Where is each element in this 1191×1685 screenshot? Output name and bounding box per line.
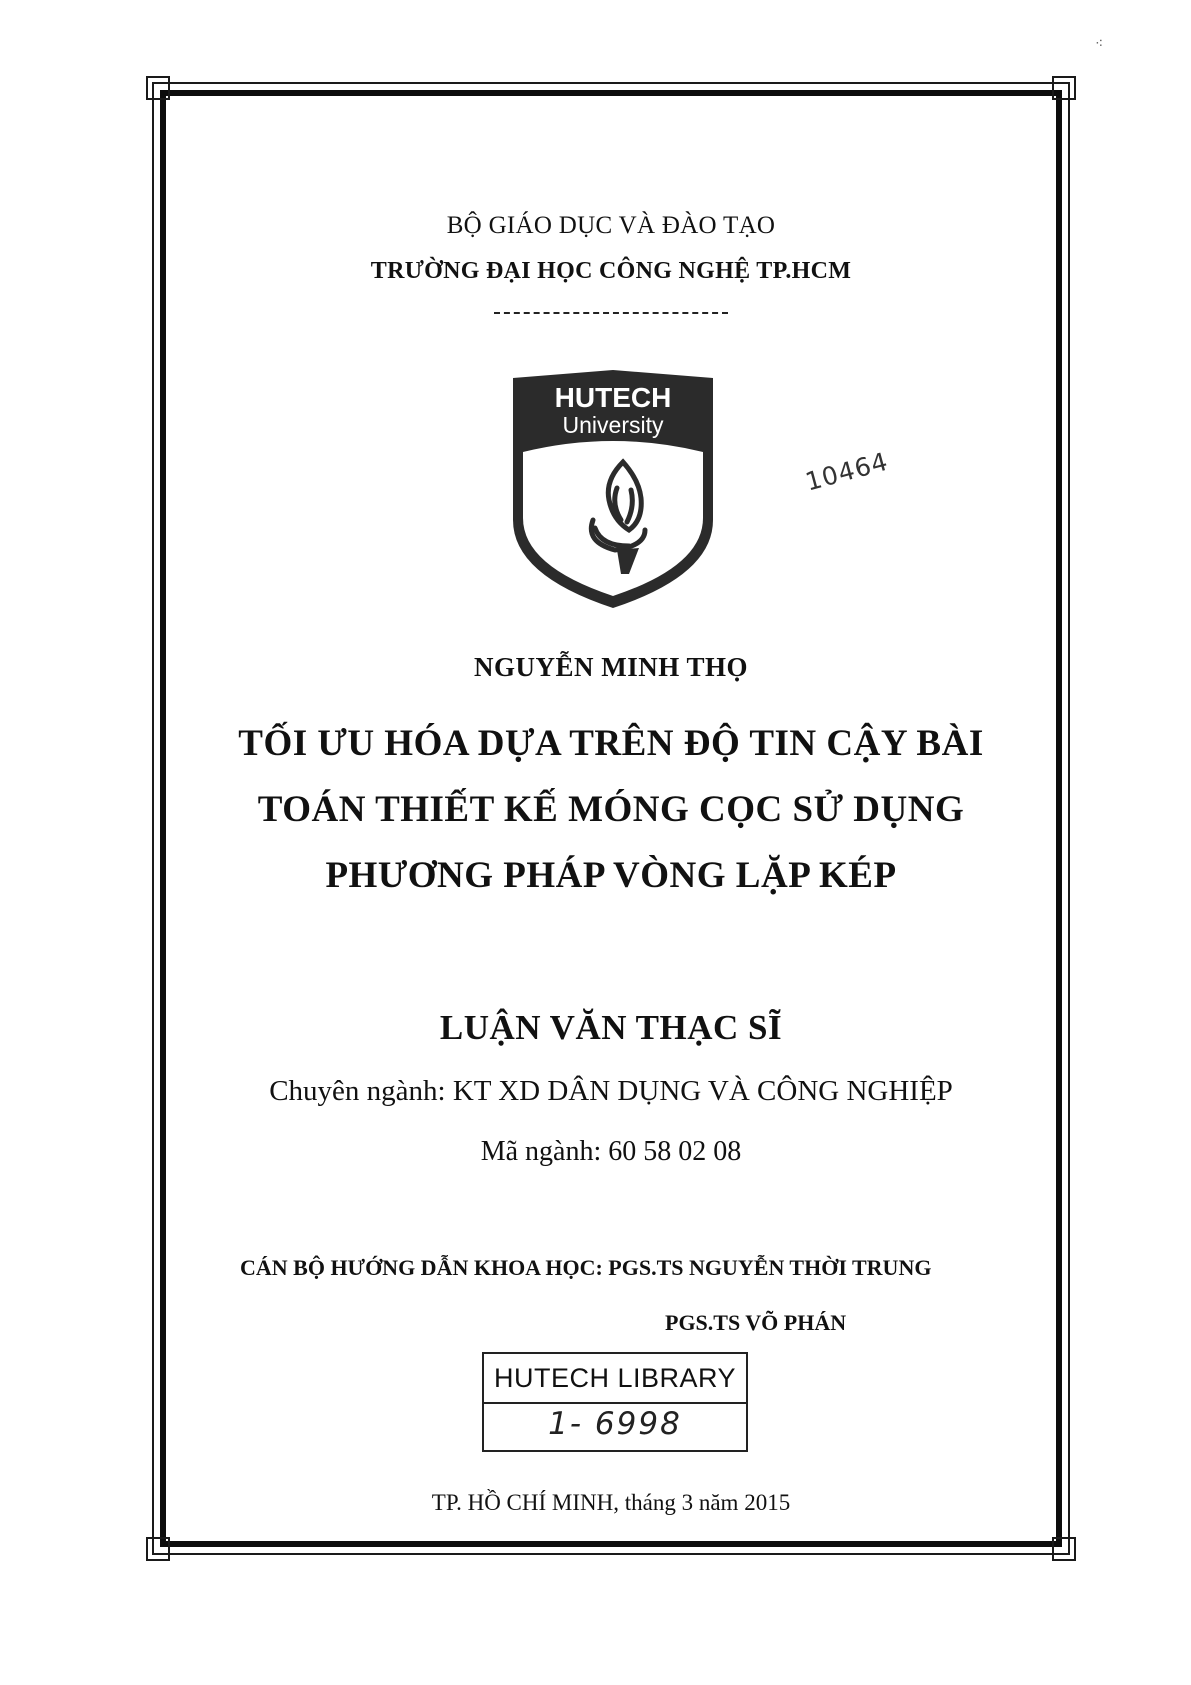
major-field: Chuyên ngành: KT XD DÂN DỤNG VÀ CÔNG NGHIỆP <box>269 1075 953 1107</box>
degree-type: LUẬN VĂN THẠC SĨ <box>439 1008 783 1047</box>
library-stamp <box>482 1352 748 1452</box>
thesis-title-line: TOÁN THIẾT KẾ MÓNG CỌC SỬ DỤNG <box>257 789 965 830</box>
border-corner <box>1052 76 1076 100</box>
thesis-title-line: PHƯƠNG PHÁP VÒNG LẶP KÉP <box>325 855 897 896</box>
place-and-date: TP. HỒ CHÍ MINH, tháng 3 năm 2015 <box>431 1490 791 1515</box>
advisor-line: CÁN BỘ HƯỚNG DẪN KHOA HỌC: PGS.TS NGUYỄN THỜI TRUNG <box>240 1255 932 1280</box>
handwritten-catalog-number: 10464 <box>802 446 892 497</box>
thesis-title-line: TỐI ƯU HÓA DỰA TRÊN ĐỘ TIN CẬY BÀI <box>238 723 984 764</box>
scan-speck: ⁖ <box>1095 37 1104 52</box>
ministry-heading: BỘ GIÁO DỤC VÀ ĐÀO TẠO <box>446 212 776 239</box>
library-stamp-title: HUTECH LIBRARY <box>484 1354 746 1404</box>
advisor-second: PGS.TS VÕ PHÁN <box>665 1310 847 1335</box>
border-corner <box>146 76 170 100</box>
library-stamp-number: 1- 6998 <box>548 1406 682 1442</box>
header-divider <box>494 312 728 314</box>
logo-subtitle: University <box>562 412 664 438</box>
major-code: Mã ngành: 60 58 02 08 <box>480 1136 742 1167</box>
school-heading: TRƯỜNG ĐẠI HỌC CÔNG NGHỆ TP.HCM <box>370 258 852 284</box>
author-name: NGUYỄN MINH THỌ <box>473 652 749 682</box>
logo-title: HUTECH <box>554 382 672 413</box>
border-corner <box>146 1537 170 1561</box>
border-corner <box>1052 1537 1076 1561</box>
